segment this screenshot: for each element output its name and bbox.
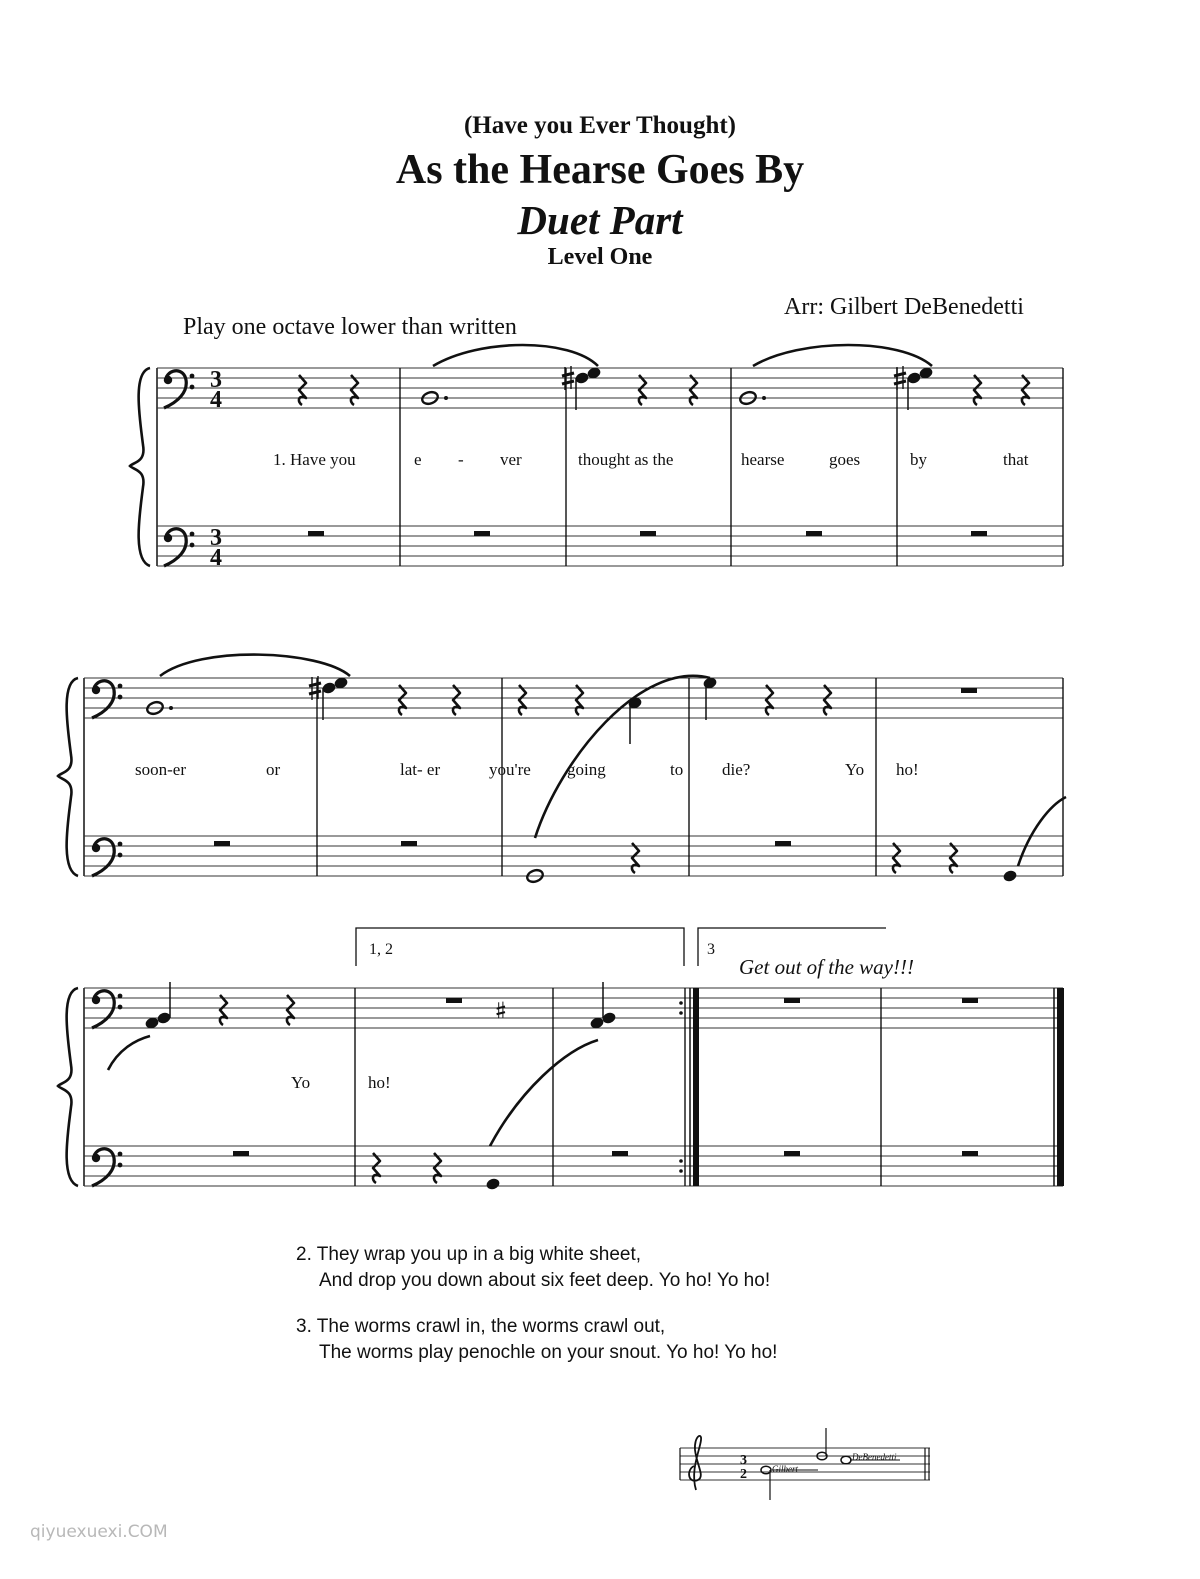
subtitle: Duet Part <box>517 197 683 243</box>
verse-line: 3. The worms crawl in, the worms crawl out, <box>296 1316 666 1337</box>
first-ending-label: 1, 2 <box>369 941 393 958</box>
lyric: hearse <box>741 450 785 469</box>
performance-instruction: Play one octave lower than written <box>183 314 517 340</box>
signature-first-name: Gilbert <box>772 1464 798 1474</box>
lyric: ho! <box>896 760 919 779</box>
verse-3 <box>296 1314 777 1366</box>
third-ending-label: 3 <box>707 941 715 958</box>
lyric: thought as the <box>578 450 674 469</box>
lyric: 1. Have you <box>273 450 356 469</box>
lyric: going <box>567 760 606 779</box>
pretitle: (Have you Ever Thought) <box>463 112 737 139</box>
lyric: ver <box>500 450 522 469</box>
verse-2 <box>296 1242 770 1294</box>
verse-line: The worms play penochle on your snout. Yo ho! Yo ho! <box>319 1342 778 1363</box>
svg-text:2: 2 <box>740 1467 747 1482</box>
lyric: - <box>458 450 464 469</box>
signature-last-name: DeBenedetti <box>852 1452 897 1462</box>
arranger-credit: Arr: Gilbert DeBenedetti <box>784 294 1024 320</box>
lyric: Yo <box>845 760 865 779</box>
lyric: ho! <box>368 1073 391 1092</box>
svg-text:4: 4 <box>210 387 222 413</box>
lyric: Yo <box>291 1073 311 1092</box>
svg-text:3: 3 <box>210 525 222 551</box>
svg-text:4: 4 <box>210 545 222 571</box>
verse-line: 2. They wrap you up in a big white sheet, <box>296 1244 642 1265</box>
lyric: die? <box>722 760 751 779</box>
watermark: qiyuexuexi.COM <box>30 1522 168 1542</box>
page-title: As the Hearse Goes By <box>395 147 805 193</box>
svg-text:3: 3 <box>210 367 222 393</box>
spoken-shout: Get out of the way!!! <box>739 955 914 979</box>
lyric: or <box>266 760 281 779</box>
lyric: lat- er <box>400 760 441 779</box>
lyric: soon-er <box>135 760 186 779</box>
lyric: that <box>1003 450 1029 469</box>
lyric: goes <box>829 450 861 469</box>
lyric: e <box>414 450 422 469</box>
lyric: you're <box>489 760 531 779</box>
verse-line: And drop you down about six feet deep. Yo ho! Yo ho! <box>319 1270 771 1291</box>
lyric: to <box>670 760 684 779</box>
lyric: by <box>910 450 927 469</box>
svg-text:3: 3 <box>740 1453 747 1468</box>
level-label: Level One <box>547 244 653 270</box>
